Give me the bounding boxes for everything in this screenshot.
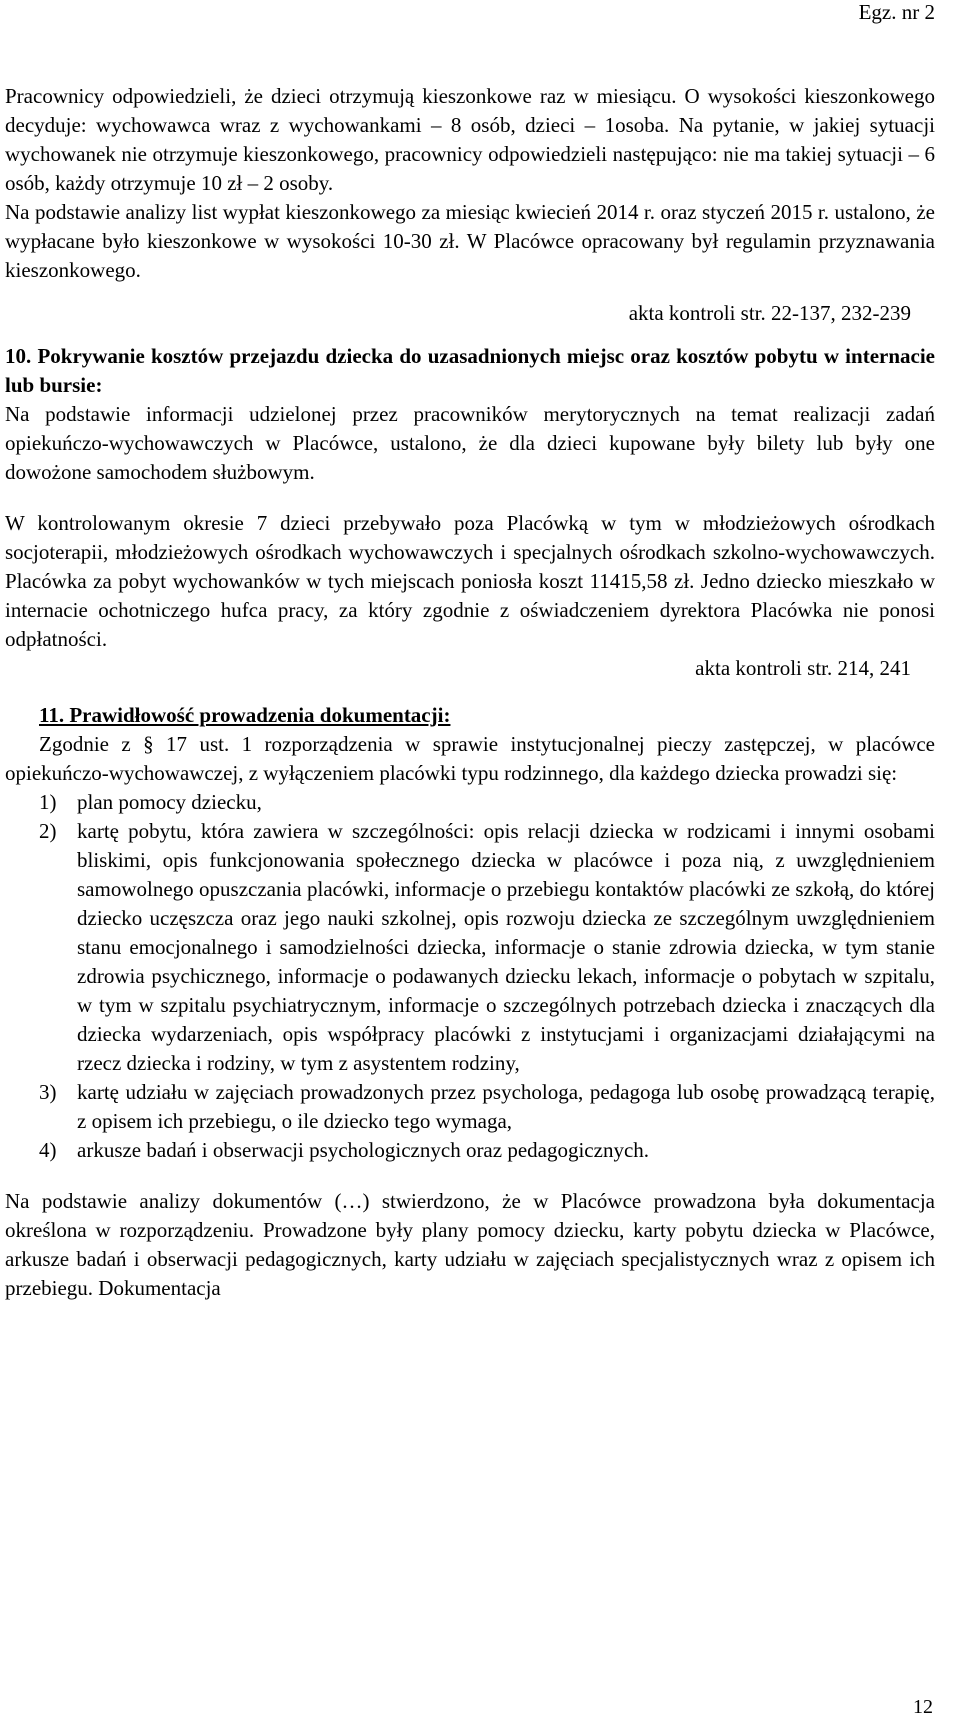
section-10-paragraph-1: Na podstawie informacji udzielonej przez pracowników merytorycznych na temat realizacji zadań opiekuńczo-wychowawczych w Placówce, ustalono, że dla dzieci kupowane były bilety lub były one dowożone samochodem służbowym. [5,402,935,484]
list-item [5,1078,935,1136]
list-item-number: 3) [39,1080,57,1104]
list-item-text: kartę udziału w zajęciach prowadzonych przez psychologa, pedagoga lub osobę prowadzącą terapię, z opisem ich przebiegu, o ile dziecko tego wymaga, [77,1080,935,1133]
section-10-paragraph-2: W kontrolowanym okresie 7 dzieci przebywało poza Placówką w tym w młodzieżowych ośrodkach socjoterapii, młodzieżowych ośrodkach wychowawczych i specjalnych ośrodkach szkolno-wychowawczych. Placówka za pobyt wychowanków w tych miejscach poniosła koszt 11415,58 zł. Jedno dziecko mieszkało w internacie ochotniczego hufca pracy, za który zgodnie z oświadczeniem dyrektora Placówka nie ponosi odpłatności. [5,511,935,651]
list-item-number: 1) [39,790,57,814]
list-item [5,1136,935,1165]
copy-number-label: Egz. nr 2 [858,0,935,24]
page-number: 12 [913,1696,933,1718]
section-11-intro: Zgodnie z § 17 ust. 1 rozporządzenia w sprawie instytucjonalnej pieczy zastępczej, w placówce opiekuńczo-wychowawczej, z wyłączeniem placówki typu rodzinnego, dla każdego dziecka prowadzi się: [5,732,935,785]
section-11 [5,701,935,1303]
document-body [5,82,935,1303]
pocket-money-paragraph-2: Na podstawie analizy list wypłat kieszonkowego za miesiąc kwiecień 2014 r. oraz styczeń 2015 r. ustalono, że wypłacane było kieszonkowe w wysokości 10-30 zł. W Placówce opracowany był regulamin przyznawania kieszonkowego. [5,200,935,282]
list-item [5,817,935,1078]
section-10-title: 10. Pokrywanie kosztów przejazdu dziecka do uzasadnionych miejsc oraz kosztów pobytu w internacie lub bursie: [5,344,935,397]
pocket-money-paragraph-1: Pracownicy odpowiedzieli, że dzieci otrzymują kieszonkowe raz w miesiącu. O wysokości kieszonkowego decyduje: wychowawca wraz z wychowankami – 8 osób, dzieci – 1osoba. Na pytanie, w jakiej sytuacji wychowanek nie otrzymuje kieszonkowego, pracownicy odpowiedzieli następująco: nie ma takiej sytuacji – 6 osób, każdy otrzymuje 10 zł – 2 osoby. [5,84,935,195]
list-item-text: arkusze badań i obserwacji psychologicznych oraz pedagogicznych. [77,1138,650,1162]
list-item-number: 2) [39,819,57,843]
list-item-number: 4) [39,1138,57,1162]
section-10 [5,342,935,487]
section-11-title: 11. Prawidłowość prowadzenia dokumentacji: [39,703,451,727]
section-11-finding: Na podstawie analizy dokumentów (…) stwierdzono, że w Placówce prowadzona była dokumentacja określona w rozporządzeniu. Prowadzone były plany pomocy dziecku, karty pobytu dziecka w Placówce, arkusze badań i obserwacji pedagogicznych, karty udziału w zajęciach specjalistycznych wraz z opisem ich przebiegu. Dokumentacja [5,1189,935,1300]
list-item-text: kartę pobytu, która zawiera w szczególności: opis relacji dziecka w rodzicami i innymi osobami bliskimi, opis funkcjonowania społecznego dziecka w placówce i poza nią, z uwzględnieniem samowolnego opuszczania placówki, informacje o przebiegu kontaktów placówki ze szkołą, do której dziecko uczęszcza oraz jego nauki szkolnej, opis rozwoju dziecka ze szczególnym uwzględnieniem stanu emocjonalnego i samodzielności dziecka, informacje o stanie zdrowia dziecka, w tym stanie zdrowia psychicznego, informacje o podawanych dziecku lekach, informacje o pobytach w szpitalu, w tym w szpitalu psychiatrycznym, informacje o szczególnych potrzebach dziecka i znaczących dla dziecka wydarzeniach, opis współpracy placówki z instytucjami i organizacjami działającymi na rzecz dziecka i rodziny, w tym z asystentem rodziny, [77,819,935,1075]
documentation-list [5,788,935,1165]
list-item-text: plan pomocy dziecku, [77,790,262,814]
pocket-money-reference: akta kontroli str. 22-137, 232-239 [628,301,911,325]
section-10-reference: akta kontroli str. 214, 241 [695,656,911,680]
list-item [5,788,935,817]
